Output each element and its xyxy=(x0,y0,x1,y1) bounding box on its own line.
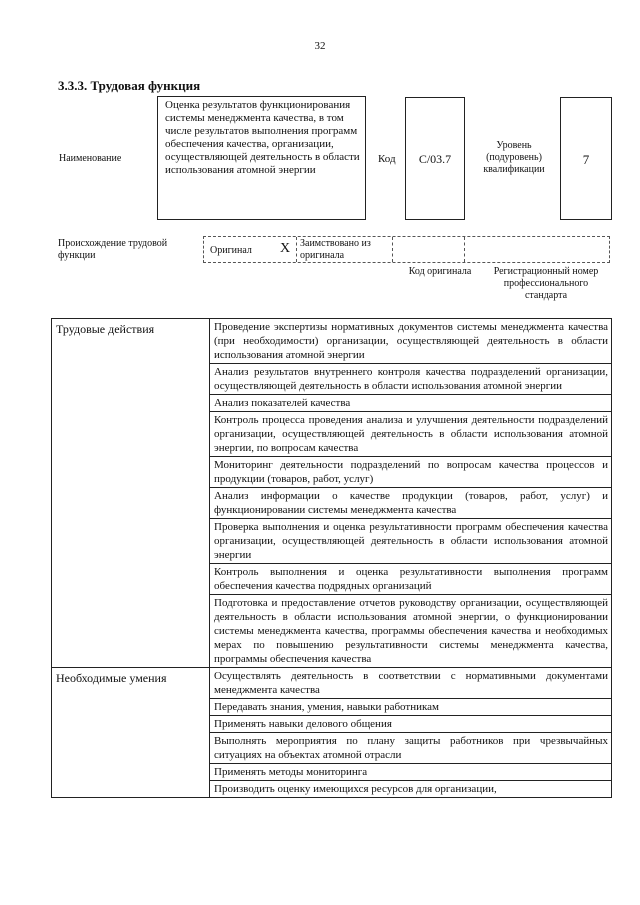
table-cell: Подготовка и предоставление отчетов руководству организации, осуществляющей деятельность в области использования атомной энергии, о функционировании системы менеджмента качества, программы обеспечения качества и необходимых мерах по повышению результативности системы менеджмента качества, программы обеспечения качества xyxy=(210,595,612,668)
reg-number-caption: Регистрационный номер профессионального стандарта xyxy=(493,266,599,301)
origin-divider xyxy=(464,237,465,262)
borrowed-label: Заимствовано из оригинала xyxy=(300,238,371,261)
table-cell: Анализ показателей качества xyxy=(210,395,612,412)
table-cell: Осуществлять деятельность в соответствии с нормативными документами менеджмента качества xyxy=(210,668,612,699)
table-cell: Контроль выполнения и оценка результативности выполнения программ обеспечения качества подрядных организаций xyxy=(210,564,612,595)
code-label: Код xyxy=(378,153,396,165)
table-cell: Производить оценку имеющихся ресурсов для организации, xyxy=(210,781,612,798)
page-number: 32 xyxy=(314,40,326,52)
table-cell: Анализ информации о качестве продукции (товаров, работ, услуг) и функционировании системы менеджмента качества xyxy=(210,488,612,519)
table-cell: Применять методы мониторинга xyxy=(210,764,612,781)
original-mark: X xyxy=(280,241,291,256)
origin-box xyxy=(203,236,610,263)
table-cell: Мониторинг деятельности подразделений по вопросам качества процессов и продукции (товаров, работ, услуг) xyxy=(210,457,612,488)
origin-label: Происхождение трудовой функции xyxy=(58,238,168,261)
level-value: 7 xyxy=(560,97,612,220)
origin-divider xyxy=(392,237,393,262)
section-heading: Необходимые умения xyxy=(52,668,210,798)
table-cell: Анализ результатов внутреннего контроля качества подразделений организации, осуществляющей деятельность в области использования атомной энергии xyxy=(210,364,612,395)
name-label: Наименование xyxy=(59,153,122,164)
original-code-caption: Код оригинала xyxy=(408,266,472,277)
section-heading: Трудовые действия xyxy=(52,319,210,668)
level-label: Уровень (подуровень) квалификации xyxy=(483,140,545,175)
table-row xyxy=(52,668,612,699)
table-cell: Проверка выполнения и оценка результативности программ обеспечения качества организации, осуществляющей деятельность в области использования атомной энергии xyxy=(210,519,612,564)
table-cell: Проведение экспертизы нормативных документов системы менеджмента качества (при необходимости) организации, осуществляющей деятельность в области использования атомной энергии xyxy=(210,319,612,364)
table-cell: Передавать знания, умения, навыки работникам xyxy=(210,699,612,716)
code-value: C/03.7 xyxy=(405,97,465,220)
function-table xyxy=(51,318,612,798)
table-cell: Выполнять мероприятия по плану защиты работников при чрезвычайных ситуациях на объектах атомной отрасли xyxy=(210,733,612,764)
table-cell: Контроль процесса проведения анализа и улучшения деятельности подразделений организации, осуществляющей деятельность в области использования атомной энергии, по вопросам качества xyxy=(210,412,612,457)
origin-divider xyxy=(296,237,297,262)
original-label: Оригинал xyxy=(210,245,252,256)
table-row xyxy=(52,319,612,364)
table-cell: Применять навыки делового общения xyxy=(210,716,612,733)
function-name-box: Оценка результатов функционирования системы менеджмента качества, в том числе результатов выполнения программ обеспечения качества, организации, осуществляющей деятельность в области использования атомной энергии xyxy=(157,96,366,220)
section-title: 3.3.3. Трудовая функция xyxy=(58,78,201,93)
